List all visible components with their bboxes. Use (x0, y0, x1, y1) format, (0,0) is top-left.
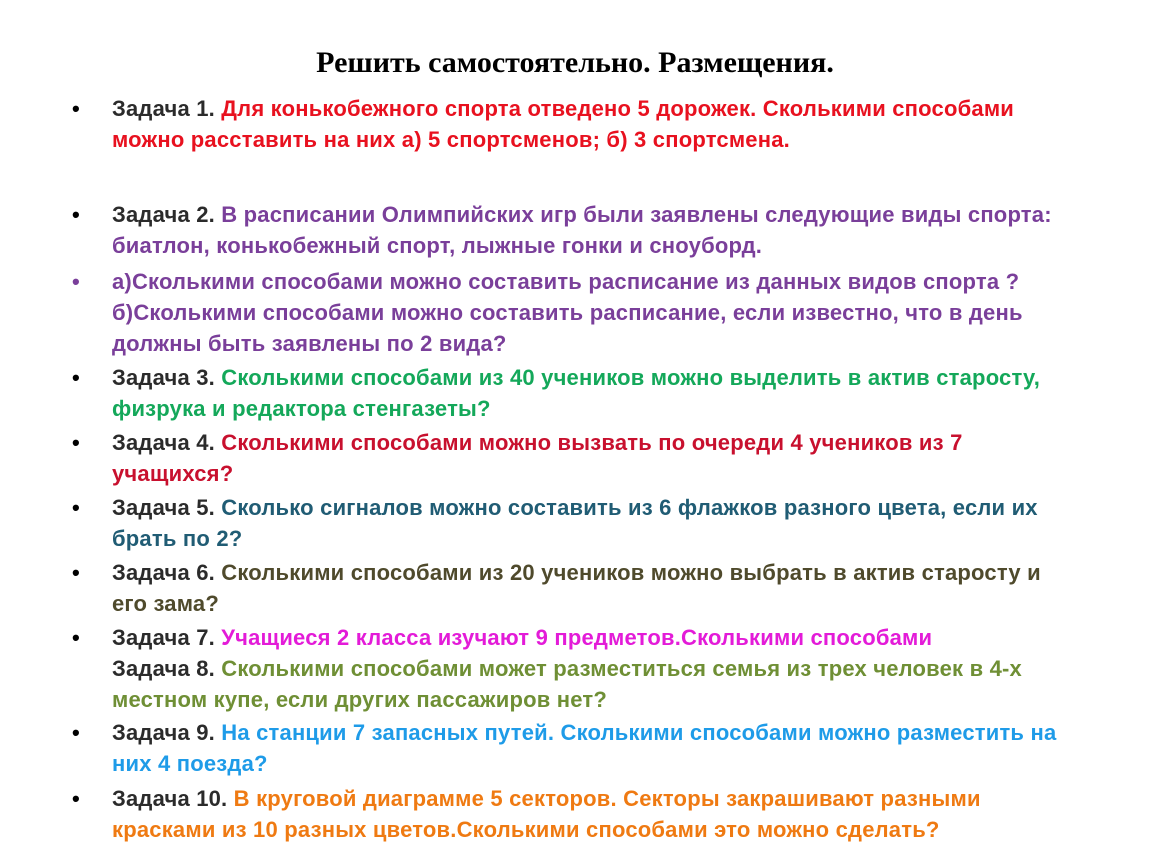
task-label: Задача 1. (112, 96, 215, 121)
bullet-icon: • (72, 96, 80, 121)
task-text: Сколькими способами из 20 учеников можно выбрать в актив старосту и его зама? (112, 560, 1041, 616)
task-9 (72, 717, 1082, 779)
bullet-icon: • (72, 495, 80, 520)
task-label: Задача 6. (112, 560, 215, 585)
task-label: Задача 7. (112, 625, 215, 650)
task-label: Задача 4. (112, 430, 215, 455)
task-text: Для конькобежного спорта отведено 5 дорожек. Сколькими способами можно расставить на них а) 5 спортсменов; б) 3 спортсмена. (112, 96, 1015, 152)
task-text: Сколькими способами может разместиться семья из трех человек в 4-х местном купе, если других пассажиров нет? (112, 656, 1022, 712)
task-1 (72, 93, 1082, 155)
task-text: а)Сколькими способами можно составить расписание из данных видов спорта ? б)Сколькими способами можно составить расписание, если известно, что в день должны быть заявлены по 2 вида? (112, 269, 1023, 356)
task-5 (72, 492, 1082, 554)
bullet-icon: • (72, 560, 80, 585)
bullet-icon: • (72, 202, 80, 227)
task-label: Задача 5. (112, 495, 215, 520)
task-text: На станции 7 запасных путей. Сколькими способами можно разместить на них 4 поезда? (112, 720, 1057, 776)
bullet-icon: • (72, 720, 80, 745)
task-text: Сколькими способами из 40 учеников можно выделить в актив старосту, физрука и редактора стенгазеты? (112, 365, 1041, 421)
task-6 (72, 557, 1082, 619)
task-10 (72, 783, 1082, 845)
task-text: Сколько сигналов можно составить из 6 флажков разного цвета, если их брать по 2? (112, 495, 1038, 551)
task-label: Задача 10. (112, 786, 228, 811)
task-text: В расписании Олимпийских игр были заявлены следующие виды спорта: биатлон, конькобежный спорт, лыжные гонки и сноуборд. (112, 202, 1052, 258)
task-label: Задача 9. (112, 720, 215, 745)
task-3 (72, 362, 1082, 424)
task-label: Задача 2. (112, 202, 215, 227)
task-2 (72, 199, 1082, 261)
bullet-icon: • (72, 625, 80, 650)
task-text: Сколькими способами можно вызвать по очереди 4 учеников из 7 учащихся? (112, 430, 963, 486)
task-text: Учащиеся 2 класса изучают 9 предметов.Сколькими способами (214, 625, 933, 650)
page-title: Решить самостоятельно. Размещения. (316, 46, 834, 79)
task-text: В круговой диаграмме 5 секторов. Секторы закрашивают разными красками из 10 разных цветов.Сколькими способами это можно сделать? (112, 786, 981, 842)
task-8 (72, 653, 1082, 715)
task-7 (72, 622, 1082, 653)
task-label: Задача 8. (112, 656, 215, 681)
task-2-question (72, 266, 1082, 359)
bullet-icon: • (72, 786, 80, 811)
bullet-icon: • (72, 365, 80, 390)
bullet-icon: • (72, 269, 80, 294)
task-label: Задача 3. (112, 365, 215, 390)
task-4 (72, 427, 1082, 489)
bullet-icon: • (72, 430, 80, 455)
